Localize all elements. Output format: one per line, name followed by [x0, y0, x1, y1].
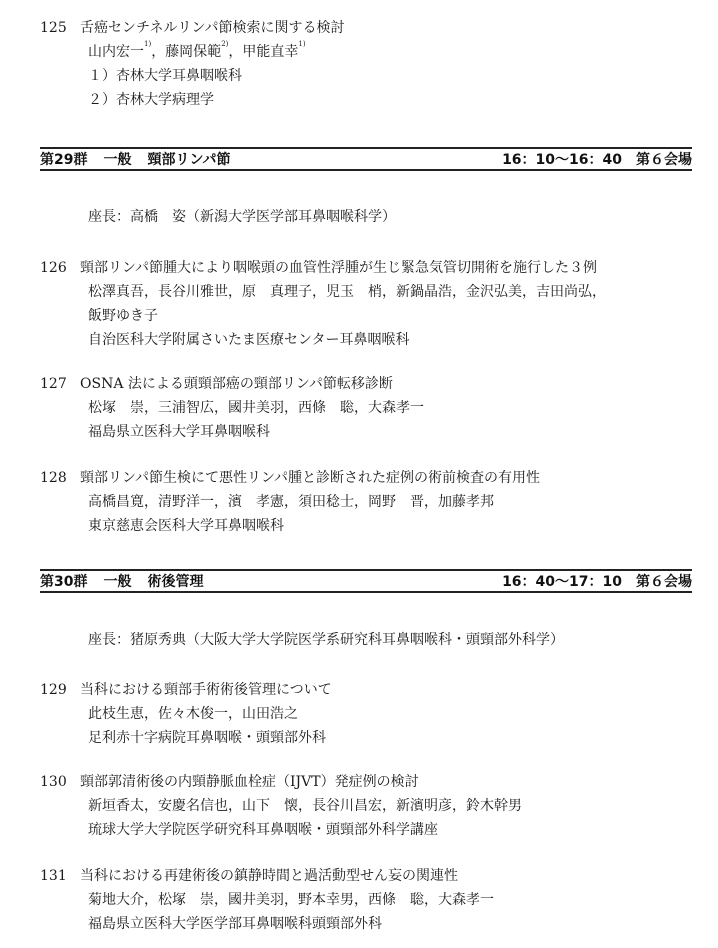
session-chair: 座長：猪原秀典（大阪大学大学院医学系研究科耳鼻咽喉科・頭頸部外科学） — [88, 632, 564, 648]
author-list: 松塚 崇，三浦智広，國井美羽，西條 聡，大森孝一 — [88, 400, 424, 416]
presentation-number: 129 — [40, 682, 67, 698]
session-room: 第６会場 — [636, 574, 692, 590]
author-separator: ， — [151, 44, 166, 60]
author-name: 藤岡保範 — [165, 44, 222, 60]
presentation-number: 127 — [40, 376, 67, 392]
presentation-128 — [40, 466, 700, 538]
affiliation: 自治医科大学附属さいたま医療センター耳鼻咽喉科 — [88, 332, 410, 348]
session-header-30 — [40, 569, 692, 593]
presentation-title: 頸部リンパ節生検にて悪性リンパ腫と診断された症例の術前検査の有用性 — [80, 470, 541, 486]
author-list: 飯野ゆき子 — [88, 308, 158, 324]
presentation-129 — [40, 678, 700, 750]
affiliation: ２）杏林大学病理学 — [88, 92, 214, 108]
presentation-number: 131 — [40, 868, 67, 884]
session-chair: 座長：高橋 姿（新潟大学医学部耳鼻咽喉科学） — [88, 209, 396, 225]
session-time: 16：10～16：40 — [502, 152, 622, 168]
presentation-number: 125 — [40, 20, 67, 36]
affiliation-marker: 1) — [144, 40, 152, 48]
author-list: 此枝生恵，佐々木俊一，山田浩之 — [88, 706, 298, 722]
presentation-title: OSNA 法による頭頸部癌の頸部リンパ節転移診断 — [80, 376, 393, 392]
affiliation: 福島県立医科大学医学部耳鼻咽喉科頭頸部外科 — [88, 916, 382, 932]
session-topic: 頸部リンパ節 — [147, 152, 231, 168]
presentation-number: 128 — [40, 470, 67, 486]
presentation-130 — [40, 770, 700, 842]
session-time: 16：40～17：10 — [502, 574, 622, 590]
presentation-126 — [40, 256, 700, 352]
affiliation-marker: 1) — [298, 40, 306, 48]
presentation-title: 当科における再建術後の鎮静時間と過活動型せん妄の関連性 — [80, 868, 458, 884]
session-label: 第30群 — [40, 574, 88, 590]
author-list — [88, 40, 700, 64]
presentation-title: 舌癌センチネルリンパ節検索に関する検討 — [80, 20, 345, 36]
author-name: 山内宏一 — [88, 44, 144, 60]
presentation-127 — [40, 372, 700, 444]
affiliation: １）杏林大学耳鼻咽喉科 — [88, 68, 242, 84]
affiliation: 福島県立医科大学耳鼻咽喉科 — [88, 424, 270, 440]
author-name: 甲能直幸 — [242, 44, 299, 60]
author-list: 菊地大介，松塚 崇，國井美羽，野本幸男，西條 聡，大森孝一 — [88, 892, 494, 908]
presentation-title: 頸部リンパ節腫大により咽喉頭の血管性浮腫が生じ緊急気管切開術を施行した３例 — [80, 260, 598, 276]
session-category: 一般 — [103, 574, 132, 590]
presentation-number: 130 — [40, 774, 67, 790]
author-list: 松澤真吾，長谷川雅世，原 真理子，児玉 梢，新鍋晶浩，金沢弘美，吉田尚弘， — [88, 284, 606, 300]
presentation-131 — [40, 864, 700, 936]
affiliation: 琉球大学大学院医学研究科耳鼻咽喉・頭頸部外科学講座 — [88, 822, 438, 838]
author-separator: ， — [228, 44, 243, 60]
session-category: 一般 — [103, 152, 132, 168]
affiliation: 東京慈恵会医科大学耳鼻咽喉科 — [88, 518, 284, 534]
author-list: 高橋昌寛，清野洋一，濱 孝憲，須田稔士，岡野 晋，加藤孝邦 — [88, 494, 494, 510]
affiliation-marker: 2) — [221, 40, 229, 48]
session-label: 第29群 — [40, 152, 88, 168]
presentation-title: 頸部郭清術後の内頸静脈血栓症（IJVT）発症例の検討 — [80, 774, 419, 790]
session-room: 第６会場 — [636, 152, 692, 168]
session-header-29 — [40, 147, 692, 171]
affiliation: 足利赤十字病院耳鼻咽喉・頭頸部外科 — [88, 730, 326, 746]
presentation-number: 126 — [40, 260, 67, 276]
session-topic: 術後管理 — [147, 574, 204, 590]
presentation-125 — [40, 16, 700, 112]
presentation-title: 当科における頸部手術術後管理について — [80, 682, 332, 698]
author-list: 新垣香太，安慶名信也，山下 懐，長谷川昌宏，新濱明彦，鈴木幹男 — [88, 798, 522, 814]
